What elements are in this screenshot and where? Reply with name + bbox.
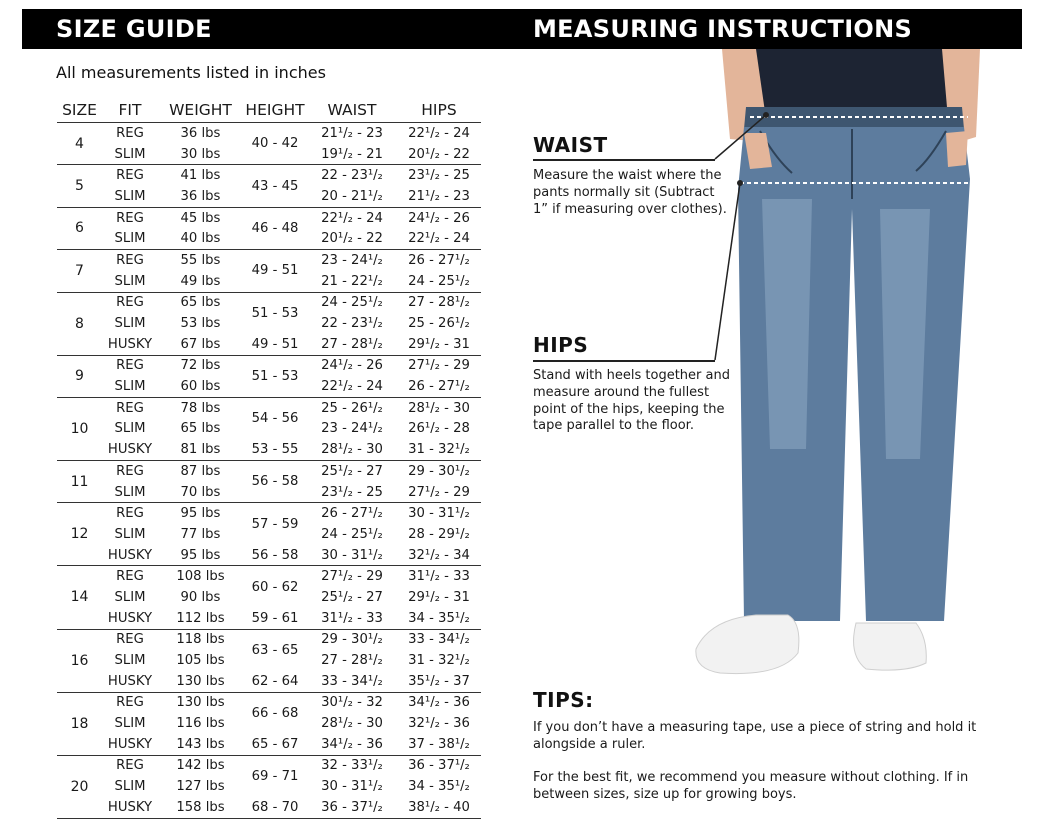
height-cell: 49 - 51 [243, 250, 307, 292]
weight-cell: 81 lbs [158, 439, 243, 460]
table-row [57, 755, 481, 776]
height-cell: 62 - 64 [243, 671, 307, 692]
size-cell: 5 [57, 165, 102, 207]
fit-cell: SLIM [114, 421, 146, 437]
fit-cell: REG [116, 252, 144, 268]
waist-cell: 22¹/₂ - 24 [307, 376, 397, 397]
fit-cell: HUSKY [102, 545, 158, 566]
hips-heading: HIPS [533, 333, 589, 357]
hips-marker-dot [737, 180, 743, 186]
hips-cell: 38¹/₂ - 40 [397, 797, 481, 818]
shirt-shape [740, 49, 962, 111]
size-cell: 10 [57, 397, 102, 460]
hips-cell: 30 - 31¹/₂ [408, 506, 470, 522]
hips-cell: 37 - 38¹/₂ [397, 734, 481, 755]
waist-cell: 27 - 28¹/₂ [307, 334, 397, 355]
table-row [57, 292, 481, 313]
weight-cell: 65 lbs [180, 421, 221, 437]
waist-marker-dot [763, 112, 769, 118]
weight-cell: 40 lbs [158, 228, 243, 249]
fit-cell: SLIM [102, 482, 158, 503]
fit-cell: REG [116, 695, 144, 711]
height-cell: 63 - 65 [251, 642, 299, 658]
waist-cell: 22 - 23¹/₂ [321, 168, 383, 184]
hips-cell: 34¹/₂ - 36 [408, 695, 470, 711]
right-shoe-icon [854, 623, 927, 670]
waist-cell: 26 - 27¹/₂ [321, 506, 383, 522]
waist-cell: 24 - 25¹/₂ [321, 526, 383, 542]
weight-cell: 78 lbs [180, 400, 221, 416]
hips-leader-line [715, 183, 740, 360]
fit-cell: HUSKY [102, 334, 158, 355]
fit-cell: SLIM [102, 144, 158, 165]
table-row [57, 671, 481, 692]
size-guide-title: SIZE GUIDE [56, 15, 212, 43]
table-body [57, 123, 481, 819]
weight-cell: 95 lbs [180, 506, 221, 522]
table-row [57, 503, 481, 524]
fit-cell: SLIM [114, 589, 146, 605]
hips-cell: 36 - 37¹/₂ [408, 758, 470, 774]
waist-cell: 23¹/₂ - 25 [307, 482, 397, 503]
header-bar [22, 9, 1022, 49]
height-cell: 65 - 67 [243, 734, 307, 755]
table-row [57, 545, 481, 566]
size-cell: 16 [57, 629, 102, 692]
fit-cell: HUSKY [102, 797, 158, 818]
height-cell: 54 - 56 [251, 411, 299, 427]
fit-cell: REG [116, 569, 144, 585]
waist-cell: 28¹/₂ - 30 [307, 439, 397, 460]
hips-cell: 27 - 28¹/₂ [408, 295, 470, 311]
weight-cell: 118 lbs [176, 632, 225, 648]
waist-cell: 29 - 30¹/₂ [321, 632, 383, 648]
weight-cell: 45 lbs [180, 210, 221, 226]
height-cell: 66 - 68 [251, 705, 299, 721]
weight-cell: 41 lbs [180, 168, 221, 184]
height-cell: 51 - 53 [243, 355, 307, 397]
hips-cell: 27¹/₂ - 29 [397, 482, 481, 503]
hips-cell: 35¹/₂ - 37 [397, 671, 481, 692]
hips-cell: 25 - 26¹/₂ [408, 316, 470, 332]
hips-cell: 26¹/₂ - 28 [408, 421, 470, 437]
waist-cell: 30 - 31¹/₂ [321, 779, 383, 795]
fit-cell: REG [116, 632, 144, 648]
column-header-height: HEIGHT [243, 98, 307, 123]
column-header-waist: WAIST [307, 98, 397, 123]
fit-cell: REG [116, 463, 144, 479]
hips-cell: 27¹/₂ - 29 [408, 358, 470, 374]
size-cell: 9 [57, 355, 102, 397]
hips-cell: 31 - 32¹/₂ [397, 439, 481, 460]
fit-cell: SLIM [114, 653, 146, 669]
weight-cell: 60 lbs [158, 376, 243, 397]
waist-cell: 34¹/₂ - 36 [307, 734, 397, 755]
weight-cell: 30 lbs [158, 144, 243, 165]
weight-cell: 77 lbs [180, 526, 221, 542]
size-guide-subtitle: All measurements listed in inches [56, 63, 326, 82]
waist-cell: 22¹/₂ - 24 [321, 210, 383, 226]
waist-cell: 24 - 25¹/₂ [321, 295, 383, 311]
weight-cell: 116 lbs [176, 716, 225, 732]
weight-cell: 105 lbs [176, 653, 225, 669]
waist-cell: 25¹/₂ - 27 [321, 463, 383, 479]
right-hand [946, 131, 968, 167]
table-row [57, 397, 481, 418]
table-row [57, 566, 481, 587]
size-cell: 11 [57, 461, 102, 503]
weight-cell: 87 lbs [180, 463, 221, 479]
fit-cell: SLIM [114, 716, 146, 732]
table-row [57, 123, 481, 144]
fit-cell: REG [116, 506, 144, 522]
fit-cell: SLIM [102, 186, 158, 207]
waist-heading: WAIST [533, 133, 608, 157]
weight-cell: 65 lbs [180, 295, 221, 311]
waist-cell: 25 - 26¹/₂ [321, 400, 383, 416]
table-row [57, 250, 481, 271]
hips-cell: 29 - 30¹/₂ [408, 463, 470, 479]
weight-cell: 158 lbs [158, 797, 243, 818]
left-shoe-icon [696, 615, 799, 674]
height-cell: 40 - 42 [243, 123, 307, 165]
fit-cell: REG [116, 358, 144, 374]
waist-cell: 21¹/₂ - 23 [321, 125, 383, 141]
size-cell: 8 [57, 292, 102, 355]
height-cell: 56 - 58 [243, 461, 307, 503]
hips-cell: 32¹/₂ - 34 [397, 545, 481, 566]
column-header-size: SIZE [57, 98, 102, 123]
waist-cell: 19¹/₂ - 21 [307, 144, 397, 165]
hips-cell: 23¹/₂ - 25 [408, 168, 470, 184]
waist-cell: 36 - 37¹/₂ [307, 797, 397, 818]
weight-cell: 49 lbs [158, 271, 243, 292]
height-cell: 60 - 62 [251, 579, 299, 595]
left-leg-highlight [762, 199, 812, 449]
size-cell: 18 [57, 692, 102, 755]
fit-cell: SLIM [114, 316, 146, 332]
table-row [57, 461, 481, 482]
waist-cell: 27¹/₂ - 29 [321, 569, 383, 585]
fit-cell: HUSKY [102, 439, 158, 460]
height-cell: 46 - 48 [243, 207, 307, 249]
hips-cell: 29¹/₂ - 31 [408, 589, 470, 605]
waist-cell: 33 - 34¹/₂ [307, 671, 397, 692]
hips-cell: 28 - 29¹/₂ [408, 526, 470, 542]
waist-cell: 27 - 28¹/₂ [321, 653, 383, 669]
weight-cell: 55 lbs [180, 252, 221, 268]
waist-cell: 25¹/₂ - 27 [321, 589, 383, 605]
hips-cell: 24¹/₂ - 26 [408, 210, 470, 226]
hips-cell: 26 - 27¹/₂ [408, 252, 470, 268]
table-row [57, 797, 481, 818]
table-row [57, 629, 481, 650]
hips-cell: 31¹/₂ - 33 [408, 569, 470, 585]
fit-cell: REG [116, 758, 144, 774]
hips-cell: 26 - 27¹/₂ [397, 376, 481, 397]
hips-cell: 24 - 25¹/₂ [397, 271, 481, 292]
tips-heading: TIPS: [533, 688, 594, 712]
weight-cell: 36 lbs [180, 125, 221, 141]
weight-cell: 95 lbs [158, 545, 243, 566]
height-cell: 56 - 58 [243, 545, 307, 566]
waist-cell: 20 - 21¹/₂ [307, 186, 397, 207]
table-row [57, 334, 481, 355]
weight-cell: 112 lbs [158, 608, 243, 629]
weight-cell: 130 lbs [176, 695, 225, 711]
fit-cell: REG [116, 400, 144, 416]
table-row [57, 207, 481, 228]
weight-cell: 90 lbs [180, 589, 221, 605]
weight-cell: 53 lbs [180, 316, 221, 332]
weight-cell: 72 lbs [180, 358, 221, 374]
jeans-illustration [680, 49, 1000, 709]
waist-cell: 31¹/₂ - 33 [307, 608, 397, 629]
hips-cell: 22¹/₂ - 24 [397, 228, 481, 249]
waist-cell: 30 - 31¹/₂ [307, 545, 397, 566]
height-cell: 57 - 59 [251, 516, 299, 532]
table-row [57, 692, 481, 713]
hips-instructions: Stand with heels together and measure around the fullest point of the hips, keeping the tape parallel to the floor. [533, 368, 730, 434]
fit-cell: SLIM [114, 526, 146, 542]
waist-cell: 32 - 33¹/₂ [321, 758, 383, 774]
weight-cell: 108 lbs [176, 569, 225, 585]
hips-cell: 31 - 32¹/₂ [408, 653, 470, 669]
table-row [57, 165, 481, 186]
fit-cell: SLIM [102, 228, 158, 249]
weight-cell: 70 lbs [158, 482, 243, 503]
tips-text-string: If you don’t have a measuring tape, use a piece of string and hold it alongside a ruler. [533, 720, 977, 752]
waist-instructions: Measure the waist where the pants normally sit (Subtract 1” if measuring over clothes). [533, 168, 727, 217]
hips-cell: 34 - 35¹/₂ [397, 608, 481, 629]
fit-cell: REG [116, 168, 144, 184]
waist-cell: 28¹/₂ - 30 [321, 716, 383, 732]
hips-cell: 33 - 34¹/₂ [408, 632, 470, 648]
height-cell: 51 - 53 [251, 305, 299, 321]
waistband [744, 107, 964, 129]
fit-cell: HUSKY [102, 734, 158, 755]
waist-cell: 21 - 22¹/₂ [307, 271, 397, 292]
hips-cell: 29¹/₂ - 31 [397, 334, 481, 355]
waist-cell: 20¹/₂ - 22 [307, 228, 397, 249]
column-header-weight: WEIGHT [158, 98, 243, 123]
waist-cell: 24¹/₂ - 26 [321, 358, 383, 374]
weight-cell: 127 lbs [176, 779, 225, 795]
table-row [57, 734, 481, 755]
fit-cell: HUSKY [102, 608, 158, 629]
fit-cell: SLIM [102, 271, 158, 292]
size-cell: 4 [57, 123, 102, 165]
waist-cell: 22 - 23¹/₂ [321, 316, 383, 332]
height-cell: 68 - 70 [243, 797, 307, 818]
tips-text-best-fit: For the best fit, we recommend you measure without clothing. If in between sizes, size up for growing boys. [533, 770, 969, 802]
fit-cell: HUSKY [102, 671, 158, 692]
height-cell: 59 - 61 [243, 608, 307, 629]
size-cell: 7 [57, 250, 102, 292]
waist-cell: 30¹/₂ - 32 [321, 695, 383, 711]
hips-cell: 21¹/₂ - 23 [397, 186, 481, 207]
fit-cell: REG [116, 210, 144, 226]
height-cell: 53 - 55 [243, 439, 307, 460]
table-header-row [57, 98, 481, 123]
height-cell: 49 - 51 [243, 334, 307, 355]
hips-cell: 20¹/₂ - 22 [397, 144, 481, 165]
fit-cell: REG [116, 125, 144, 141]
fit-cell: SLIM [102, 376, 158, 397]
weight-cell: 142 lbs [176, 758, 225, 774]
hips-cell: 32¹/₂ - 36 [408, 716, 470, 732]
size-cell: 6 [57, 207, 102, 249]
height-cell: 69 - 71 [251, 768, 299, 784]
size-cell: 14 [57, 566, 102, 629]
fit-cell: REG [116, 295, 144, 311]
measuring-instructions-title: MEASURING INSTRUCTIONS [533, 15, 913, 43]
size-table [57, 98, 481, 819]
fit-cell: SLIM [114, 779, 146, 795]
table-row [57, 355, 481, 376]
waist-cell: 23 - 24¹/₂ [321, 252, 383, 268]
hips-cell: 34 - 35¹/₂ [408, 779, 470, 795]
hips-cell: 28¹/₂ - 30 [408, 400, 470, 416]
weight-cell: 67 lbs [158, 334, 243, 355]
hips-cell: 22¹/₂ - 24 [408, 125, 470, 141]
waist-cell: 23 - 24¹/₂ [321, 421, 383, 437]
column-header-hips: HIPS [397, 98, 481, 123]
weight-cell: 36 lbs [158, 186, 243, 207]
column-header-fit: FIT [102, 98, 158, 123]
size-cell: 12 [57, 503, 102, 566]
table-row [57, 608, 481, 629]
weight-cell: 130 lbs [158, 671, 243, 692]
height-cell: 43 - 45 [243, 165, 307, 207]
table-row [57, 439, 481, 460]
weight-cell: 143 lbs [158, 734, 243, 755]
size-cell: 20 [57, 755, 102, 818]
